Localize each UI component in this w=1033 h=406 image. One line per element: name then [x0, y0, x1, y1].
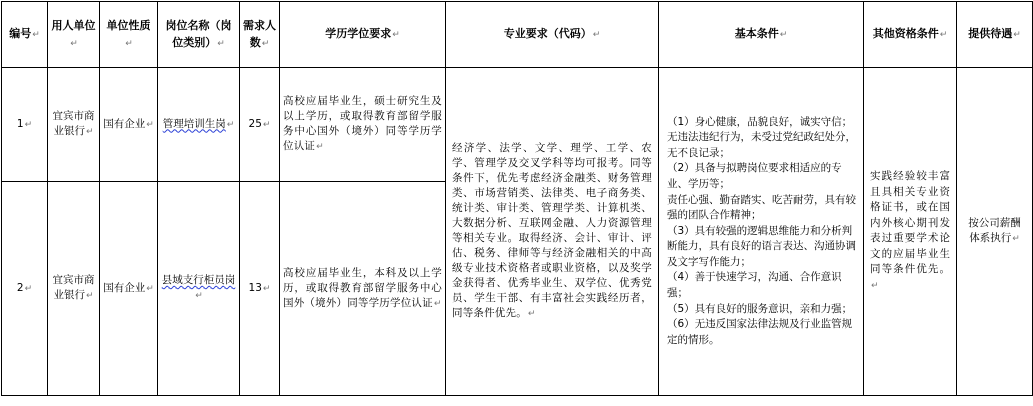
header-basic: 基本条件↵ [659, 2, 864, 68]
cell-major: 经济学、法学、文学、理学、工学、农学、管理学及交叉学科等均可报考。同等条件下，优先考虑经济金融类、财务管理类、市场营销类、法律类、电子商务类、统计类、审计类、管理学类、计算机类、大数据分析、互联网金融、人力资源管理等相关专业。取得经济、会计、审计、评估、税务、律师等与经济金融相关的中高级专业技术资格者或职业资格，以及奖学金获得者、优秀毕业生、双学位、优秀党员、学生干部、有丰富社会实践经历者，同等条件优先。↵ [446, 68, 659, 396]
basic-line: 无违法违纪行为，未受过党纪政纪处分，无不良记录； [667, 131, 856, 159]
basic-line: （2）具备与拟聘岗位要求相适应的专业、学历等； [667, 162, 842, 190]
basic-line: （1）身心健康，品貌良好，诚实守信； [667, 115, 853, 128]
cell-nature: 国有企业↵ [100, 182, 158, 396]
cell-other: 实践经验较丰富且具相关专业资格证书，或在国内外核心期刊发表过重要学术论文的应届毕业生同等条件优先。↵ [864, 68, 957, 396]
cell-employer: 宜宾市商业银行↵ [48, 182, 100, 396]
cell-edu: 高校应届毕业生，硕士研究生及以上学历，或取得教育部留学服务中心国外（境外）同等学历学位认证↵ [280, 68, 446, 182]
cell-pay: 按公司薪酬体系执行↵ [957, 68, 1033, 396]
basic-line: （3）具有较强的逻辑思维能力和分析判断能力，具有良好的语言表达、沟通协调及文字写作能力； [667, 224, 856, 268]
cell-position: 管理培训生岗↵ [158, 68, 240, 182]
header-nature: 单位性质↵ [100, 2, 158, 68]
cell-num: 1↵ [2, 68, 48, 182]
header-employer: 用人单位↵ [48, 2, 100, 68]
basic-line: （5）具有良好的服务意识，亲和力强； [667, 302, 853, 315]
header-major: 专业要求（代码）↵ [446, 2, 659, 68]
cell-nature: 国有企业↵ [100, 68, 158, 182]
header-edu: 学历学位要求↵ [280, 2, 446, 68]
header-pay: 提供待遇↵ [957, 2, 1033, 68]
basic-line: （6）无违反国家法律法规及行业监管规定的情形。 [667, 318, 853, 346]
basic-line: （4）善于快速学习，沟通、合作意识强； [667, 271, 842, 300]
header-other: 其他资格条件↵ [864, 2, 957, 68]
cell-position: 县域支行柜员岗↵ [158, 182, 240, 396]
cell-edu: 高校应届毕业生，本科及以上学历，或取得教育部留学服务中心国外（境外）同等学历学位认证↵ [280, 182, 446, 396]
table-row [2, 68, 1033, 182]
basic-line: 责任心强、勤奋踏实、吃苦耐劳，具有较强的团队合作精神； [667, 193, 856, 222]
cell-basic [659, 68, 864, 396]
cell-employer: 宜宾市商业银行↵ [48, 68, 100, 182]
header-count: 需求人数↵ [240, 2, 280, 68]
header-position: 岗位名称（岗位类别）↵ [158, 2, 240, 68]
cell-count: 25↵ [240, 68, 280, 182]
header-row [2, 2, 1033, 68]
cell-count: 13↵ [240, 182, 280, 396]
header-num: 编号↵ [2, 2, 48, 68]
cell-num: 2↵ [2, 182, 48, 396]
recruitment-table [1, 1, 1033, 396]
